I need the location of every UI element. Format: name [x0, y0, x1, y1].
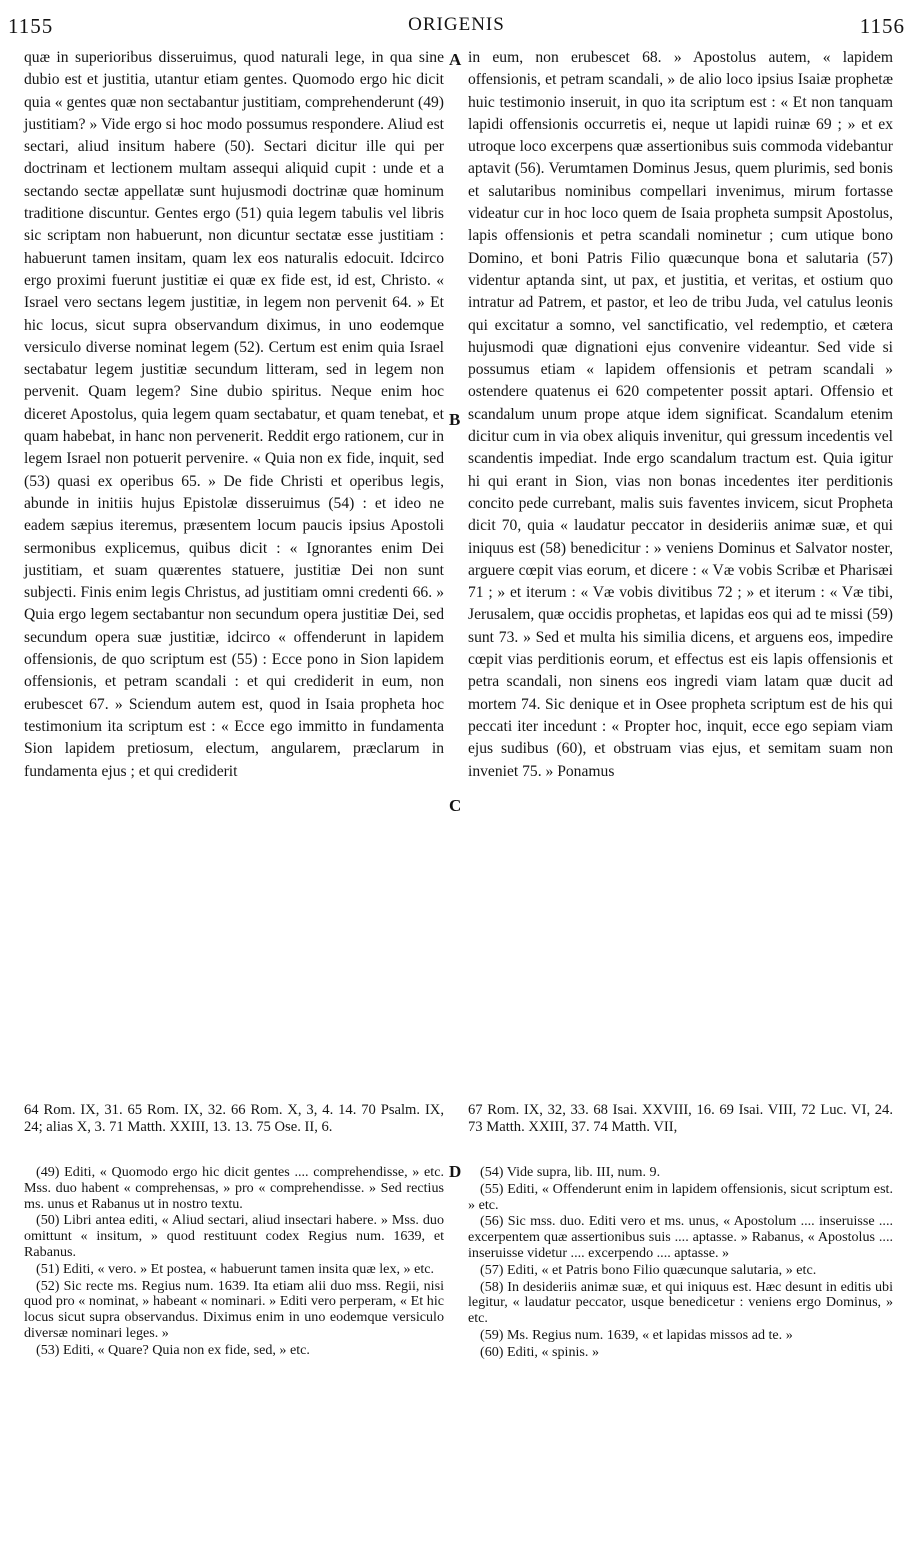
- main-text-left-column: [24, 47, 444, 783]
- column-marker-a: A: [449, 50, 462, 69]
- main-text-right: in eum, non erubescet 68. » Apostolus autem, « lapidem offensionis, et petram scandali, » de alio loco ipsius Isaiæ prophetæ huic testimonio inseruit, in quo ita scriptum est : « Et non tanquam lapidi offensionis occurretis ei, neque ut lapidi ruinæ 69 ; » et ex utroque loco excerpens quæ assertionibus suis commoda videbantur aptavit (56). Verumtamen Dominus Jesus, quem plurimis, sed bonis et salutaribus nominibus compellari invenimus, mirum fortasse videatur cur in hoc loco quem de Isaia propheta sumpsit Apostolus, lapis offensionis et petra scandali nominetur ; cum utique bono Domino, et boni Patris Filio quæcunque bona et salutaria (57) videntur aptanda sint, ut pax, et justitia, et veritas, et ostium quo intratur ad Patrem, et pastor, et leo de tribu Juda, vel catulus leonis qui excitatur a somno, vel sanctificatio, vel redemptio, et cætera hujusmodi quæ dignationi ejus convenire videantur. Sed vide si possumus etiam « lapidem offensionis et petram scandali » ostendere quatenus ei 620 competenter possit aptari. Offensio et scandalum unum prope atque idem significat. Scandalum etenim dicitur cum in via obex aliquis invenitur, qui gressum incedentis vel scandentis impediat. Inde ergo scandalum tractum est. Quia igitur hi qui erant in Sion, vias non bonas incedentes iter perditionis concito pede currebant, malis suis faventes invicem, sicut Propheta dicit 70, quia « laudatur peccator in desideriis animæ suæ, et qui iniquus est (58) benedicitur : » veniens Dominus et Salvator noster, arguere cœpit vias eorum, et dicere : « Væ vobis Scribæ et Pharisæi 71 ; » et iterum : « Væ vobis divitibus 72 ; » et iterum : « Væ tibi, Jerusalem, quæ occidis prophetas, et lapidas eos qui ad te missi (59) sunt 73. » Sed et multa his similia dicens, et arguens eos, impedire cœpit vias perditionis eorum, et effectus est eis lapis offensionis et petra scandali, non sinens eos ingredi viam latam quæ ducit ad mortem 74. Sic denique et in Osee propheta scriptum est de his qui peccati iter incedunt : « Propter hoc, inquit, ecce ego sepiam viam ejus sudibus (60), et obstruam vias ejus, et semitam suam non inveniet 75. » Ponamus: [468, 49, 893, 780]
- footnote: (60) Editi, « spinis. »: [480, 1343, 600, 1360]
- footnote: (59) Ms. Regius num. 1639, « et lapidas missos ad te. »: [480, 1326, 793, 1343]
- page-number-left: 1155: [8, 14, 54, 38]
- footnote: (53) Editi, « Quare? Quia non ex fide, sed, » etc.: [36, 1341, 310, 1358]
- main-text-left: quæ in superioribus disseruimus, quod naturali lege, in qua sine dubio est et justitia, utantur etiam gentes. Quomodo ergo hic dicit quia « gentes quæ non sectabantur justitiam, comprehenderunt (49) justitiam? » Vide ergo si hoc modo possumus respondere. Aliud est sectari, aliud insitum habere (50). Sectari dicitur ille qui per doctrinam et lectionem multam assequi aliquid cupit : unde et a sectando sectæ appellatæ sunt hujusmodi doctrinæ quæ hominum traditione discuntur. Gentes ergo (51) quia legem tabulis vel libris sic scriptam non habuerunt, non dicuntur sectatæ esse justitiam : habuerunt tamen insitam, quam lex eos naturalis edocuit. Idcirco ergo proximi fuerunt justitiæ ei quæ ex fide est, id est, Christo. « Israel vero sectans legem justitiæ, in legem non pervenit 64. » Et hic locus, sicut supra observandum diximus, in uno eodemque versiculo diverse nominat legem (52). Certum est enim quia Israel sectabatur legem justitiæ secundum litteram, sed in legem non pervenit. Quam legem? Sine dubio spiritus. Neque enim hoc diceret Apostolus, quia legem quam sectabatur, et quam tenebat, et quam habebat, in hanc non pervenerit. Reddit ergo rationem, cur in legem Israel non potuerit pervenire. « Quia non ex fide, inquit, sed (53) quasi ex operibus 65. » De fide Christi et operibus legis, abunde in initiis hujus Epistolæ disseruimus (54) : et ideo ne eadem sæpius iteremus, præsentem locum paucis ipsius Apostoli sermonibus explicemus, quibus dicit : « Ignorantes enim Dei justitiam, et suam quærentes statuere, justitiæ Dei non sunt subjecti. Finis enim legis Christus, ad justitiam omni credenti 66. » Quia ergo legem sectabantur non secundum opera justitiæ Dei, sed secundum opera suæ justitiæ, idcirco « offenderunt in lapidem offensionis, de quo scriptum est (55) : Ecce pono in Sion lapidem offensionis, et petram scandali : et qui crediderit in eum, non erubescet 67. » Sciendum autem est, quod in Isaia propheta hoc testimonium ita scriptum est : « Ecce ego immitto in fundamenta Sion lapidem pretiosum, electum, angularem, præclarum in fundamenta ejus ; et qui crediderit: [24, 49, 444, 780]
- footnote: (54) Vide supra, lib. III, num. 9.: [480, 1164, 661, 1180]
- references-right: [468, 1102, 893, 1136]
- footnote: (57) Editi, « et Patris bono Filio quæcunque salutaria, » etc.: [480, 1261, 817, 1278]
- footnote: (56) Sic mss. duo. Editi vero et ms. unus, « Apostolum .... inseruisse .... excerpentem quæ assertionibus suis .... aptasse. » Rabanus, « Apostolus .... inseruisse videtur .... excerpendo .... aptasse. »: [468, 1213, 893, 1261]
- references-left-text: 64 Rom. IX, 31. 65 Rom. IX, 32. 66 Rom. X, 3, 4. 14. 70 Psalm. IX, 24; alias X, 3. 71 Matth. XXIII, 13. 13. 75 Ose. II, 6.: [24, 1102, 444, 1135]
- page-header: [8, 14, 905, 38]
- references-right-text: 67 Rom. IX, 32, 33. 68 Isai. XXVIII, 16. 69 Isai. VIII, 72 Luc. VI, 24. 73 Matth. XXIII, 37. 74 Matth. VII,: [468, 1102, 893, 1135]
- references-left: [24, 1102, 444, 1136]
- footnote: (49) Editi, « Quomodo ergo hic dicit gentes .... comprehendisse, » etc. Mss. duo habent « comprehensas, » pro « comprehendisse. » Sed rectius ms. unus et Rabanus ut in nostro textu.: [24, 1164, 444, 1212]
- running-title: ORIGENIS: [408, 14, 505, 35]
- footnote: (51) Editi, « vero. » Et postea, « habuerunt tamen insita quæ lex, » etc.: [36, 1260, 435, 1277]
- footnotes-left: [24, 1165, 444, 1360]
- page-number-right: 1156: [859, 14, 905, 38]
- column-marker-b: B: [449, 410, 461, 429]
- column-marker-d: D: [449, 1162, 462, 1181]
- footnote: (55) Editi, « Offenderunt enim in lapidem offensionis, sicut scriptum est. » etc.: [468, 1180, 893, 1213]
- footnotes-right: [468, 1165, 893, 1362]
- footnote: (50) Libri antea editi, « Aliud sectari, aliud insectari habere. » Mss. duo omittunt « insitum, » quod restituunt codex Regius num. 1639, et Rabanus.: [24, 1212, 444, 1260]
- footnote: (58) In desideriis animæ suæ, et qui iniquus est. Hæc desunt in editis ubi legitur, « laudatur peccator, usque benedicetur : veniens ergo Dominus, » etc.: [468, 1278, 893, 1327]
- column-marker-c: C: [449, 796, 462, 815]
- footnote: (52) Sic recte ms. Regius num. 1639. Ita etiam alii duo mss. Regii, nisi quod pro « nominat, » habeant « nominari. » Editi vero perperam, « Et hic locus sicut supra observandus. Diximus enim in uno eodemque versiculo diversæ nominari leges. »: [24, 1277, 444, 1341]
- main-text-right-column: [468, 47, 893, 783]
